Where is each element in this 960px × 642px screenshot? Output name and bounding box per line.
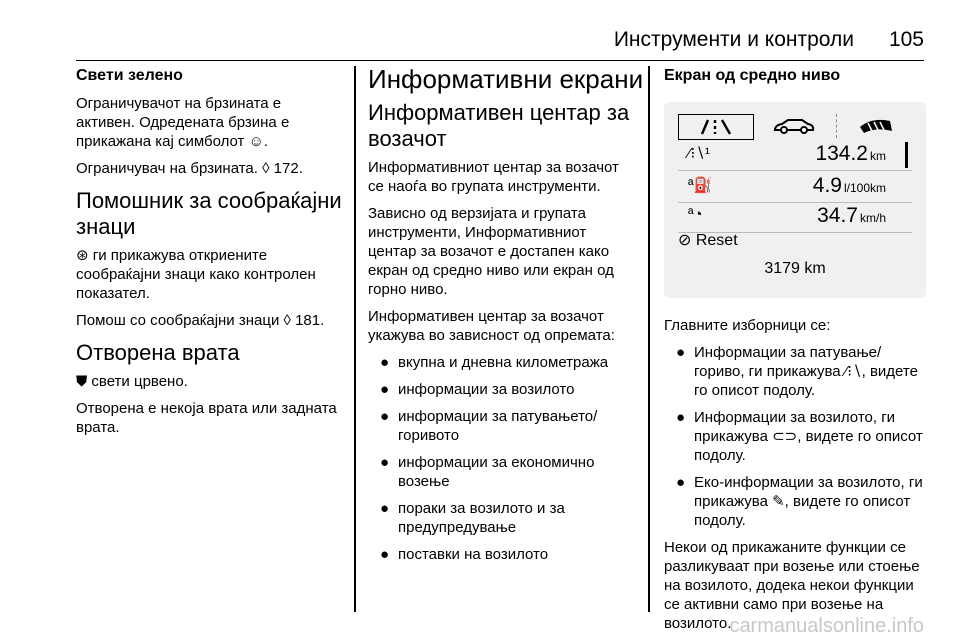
average-speed-unit: km/h — [859, 211, 886, 225]
trip-icon: ⁄⁝∖¹ — [688, 145, 710, 162]
section-heading-door-open: Отворена врата — [76, 340, 240, 365]
paragraph: Ограничувач на брзината. ◊ 172. — [76, 160, 303, 177]
paragraph: Помош со сообраќајни знаци ◊ 181. — [76, 312, 325, 329]
list-item: ● пораки за возилото и за предупредување — [380, 500, 565, 536]
section-heading-midlevel-display: Екран од средно ниво — [664, 67, 841, 84]
trip-distance-value: 134.2 — [815, 142, 868, 165]
bullet-icon: ● — [676, 409, 686, 426]
paragraph: ⛊ свети црвено. — [76, 373, 188, 390]
paragraph: Информативен центар за возачот укажува во зависност од опремата: — [368, 308, 615, 344]
tab-divider — [836, 114, 837, 138]
speedometer-icon: ª◔ — [688, 206, 703, 223]
bullet-icon: ● — [676, 474, 686, 491]
bullet-icon: ● — [380, 354, 390, 371]
paragraph: Информативниот центар за возачот се наоѓа во групата инструменти. — [368, 159, 619, 195]
paragraph: Отворена е некоја врата или задната врата. — [76, 400, 337, 436]
list-item: ● информации за економично возење — [380, 454, 595, 490]
fuel-pump-icon: ª⛽ — [688, 177, 713, 194]
bullet-icon: ● — [380, 546, 390, 563]
vehicle-info-tab-icon — [756, 114, 832, 138]
display-panel-illustration — [664, 102, 926, 298]
reset-label: ⊘ Reset — [678, 232, 738, 249]
list-item: ● Информации за возилото, ги прикажува ⊂⊃, видете го описот подолу. — [676, 409, 923, 464]
bullet-icon: ● — [380, 500, 390, 517]
header-title: Инструменти и контроли — [613, 28, 854, 51]
trip-fuel-tab-icon — [678, 114, 754, 140]
fuel-consumption-unit: l/100km — [843, 181, 886, 195]
watermark: carmanualsonline.info — [729, 615, 924, 637]
scrollbar — [905, 142, 908, 168]
paragraph: Главните изборници се: — [664, 317, 831, 334]
column-divider — [354, 66, 356, 612]
subheading-driver-info-center: Информативен центар за возачот — [368, 100, 630, 151]
column-divider — [648, 66, 650, 612]
bullet-list — [664, 343, 926, 530]
paragraph: Ограничувачот на брзината е активен. Одредената брзина е прикажана кај симболот ☺. — [76, 95, 290, 150]
bullet-icon: ● — [380, 381, 390, 398]
page-number: 105 — [888, 28, 924, 51]
list-item: ● информации за возилото — [380, 381, 575, 398]
bullet-list — [368, 353, 636, 564]
odometer-value: 3179 km — [764, 260, 826, 277]
section-heading-green-light: Свети зелено — [76, 67, 183, 84]
list-item: ● поставки на возилото — [380, 546, 549, 563]
list-item: ● вкупна и дневна километража — [380, 354, 609, 371]
paragraph: Зависно од верзијата и групата инструменти, Информативниот центар за возачот е достапен како екран од средно ниво или екран од горно ниво. — [368, 205, 614, 298]
section-heading-traffic-sign-assistant: Помошник за сообраќајни знаци — [76, 188, 342, 239]
list-item: ● Информации за патување/ гориво, ги прикажува ⁄⁝∖, видете го описот подолу. — [676, 344, 918, 399]
paragraph: Некои од прикажаните функции се разликуваат при возење или стоење на возилото, додека некои функции се активни само при возење на возилото. — [664, 539, 920, 632]
average-speed-row — [678, 202, 912, 233]
fuel-consumption-value: 4.9 — [812, 174, 842, 197]
list-item: ● информации за патувањето/ горивото — [380, 408, 598, 444]
eco-info-tab-icon — [840, 114, 912, 138]
section-heading-info-displays: Информативни екрани — [368, 64, 644, 94]
bullet-icon: ● — [676, 344, 686, 361]
trip-distance-unit: km — [870, 149, 886, 163]
bullet-icon: ● — [380, 454, 390, 471]
average-speed-value: 34.7 — [817, 204, 858, 227]
list-item: ● Еко-информации за возилото, ги прикажува ✎, видете го описот подолу. — [676, 474, 923, 529]
paragraph: ⊛ ги прикажува откриените сообраќајни знаци како контролен показател. — [76, 247, 316, 302]
column-middle — [368, 62, 644, 572]
column-right — [664, 62, 926, 641]
trip-distance-row — [678, 140, 912, 171]
page-header — [76, 28, 924, 61]
column-left — [76, 62, 344, 445]
fuel-consumption-row — [678, 172, 912, 203]
bullet-icon: ● — [380, 408, 390, 425]
